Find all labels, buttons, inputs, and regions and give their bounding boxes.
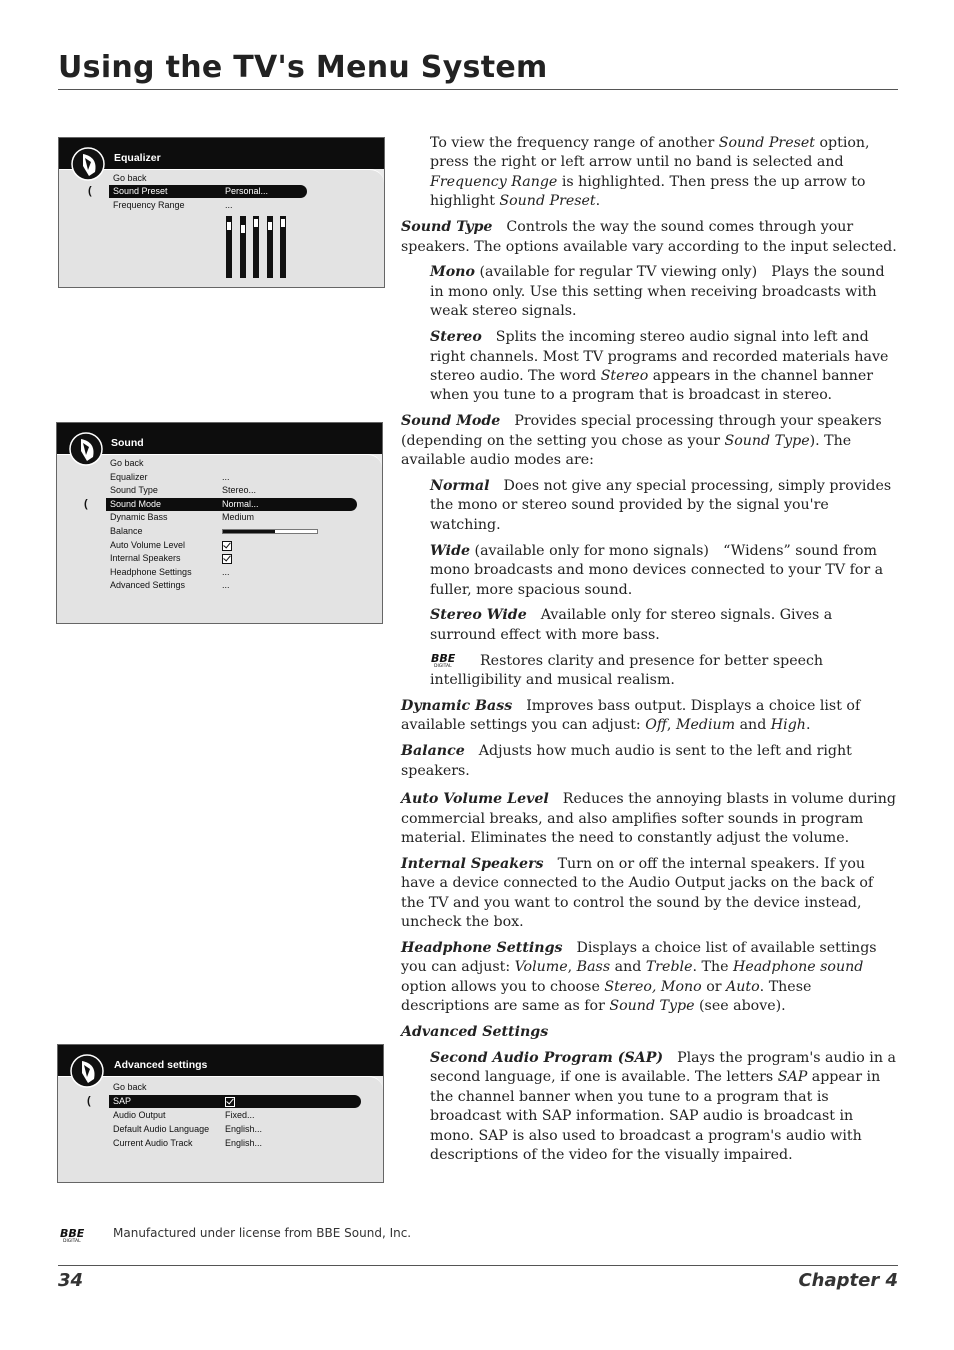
checkbox-checked[interactable] xyxy=(222,554,232,564)
license-note: Manufactured under license from BBE Sound, Inc. xyxy=(113,1226,412,1240)
menu-item-sound-preset[interactable]: Sound Preset Personal... xyxy=(109,185,307,198)
selection-arrow-icon: ( xyxy=(88,185,92,197)
term-normal: Normal xyxy=(430,478,490,494)
term-dynamic-bass: Dynamic Bass xyxy=(401,698,513,715)
speaker-icon xyxy=(71,144,105,184)
equalizer-band-2[interactable] xyxy=(240,216,246,278)
body-text xyxy=(401,134,898,1172)
menu-item-sound-type[interactable]: Sound Type Stereo... xyxy=(110,485,257,496)
page-title: Using the TV's Menu System xyxy=(58,50,548,85)
menu-item-auto-volume-level[interactable]: Auto Volume Level xyxy=(110,539,360,552)
menu-item-frequency-range[interactable]: Frequency Range ... xyxy=(113,200,233,210)
term-headphone-settings: Headphone Settings xyxy=(401,940,563,957)
paragraph-stereo: Stereo Splits the incoming stereo audio signal into left and right channels. Most TV programs and recorded materials have stereo audio. The word Stereo appears in the channel banner when you tune to a program that is broadcast in stereo. xyxy=(430,329,889,404)
paragraph-sound-mode: Sound Mode Provides special processing through your speakers (depending on the setting you chose as your Sound Type). The available audio modes are: xyxy=(401,413,882,469)
menu-header xyxy=(57,423,382,454)
paragraph-balance: Balance Adjusts how much audio is sent to the left and right speakers. xyxy=(401,743,852,779)
paragraph-normal: Normal Does not give any special processing, simply provides the mono or stereo sound provided by the signal you're watching. xyxy=(430,478,892,533)
paragraph-sap: Second Audio Program (SAP) Plays the program's audio in a second language, if one is available. The letters SAP appear in the channel banner when you tune to a program that is broadcast with SAP information. SAP audio is broadcast in mono. SAP is also used to broadcast a program's audio with descriptions of the video for the visually impaired. xyxy=(430,1050,896,1164)
menu-item-default-audio-language[interactable]: Default Audio Language English... xyxy=(113,1123,263,1134)
menu-item-internal-speakers[interactable]: Internal Speakers xyxy=(110,552,360,565)
band-slider-knob[interactable] xyxy=(240,224,246,234)
term-stereo: Stereo xyxy=(430,329,482,346)
menu-item-current-audio-track[interactable]: Current Audio Track English... xyxy=(113,1137,263,1148)
header-rule xyxy=(58,89,898,90)
balance-slider-fill xyxy=(223,530,275,533)
menu-item-advanced-settings[interactable]: Advanced Settings ... xyxy=(110,580,230,591)
menu-item-go-back[interactable]: Go back xyxy=(113,173,147,183)
term-auto-volume-level: Auto Volume Level xyxy=(401,791,549,808)
equalizer-band-3[interactable] xyxy=(253,216,259,278)
sound-menu-screenshot xyxy=(56,422,383,624)
term-balance: Balance xyxy=(401,743,465,760)
menu-title: Sound xyxy=(111,437,144,449)
svg-text:BBE: BBE xyxy=(60,1227,85,1240)
band-slider-knob[interactable] xyxy=(267,221,273,231)
menu-header xyxy=(58,1045,383,1076)
menu-title: Equalizer xyxy=(114,152,161,164)
menu-item-go-back[interactable]: Go back xyxy=(113,1082,147,1092)
menu-item-headphone-settings[interactable]: Headphone Settings ... xyxy=(110,566,230,577)
menu-item-equalizer[interactable]: Equalizer ... xyxy=(110,471,230,482)
band-slider-knob[interactable] xyxy=(280,218,286,228)
term-advanced-settings: Advanced Settings xyxy=(401,1024,549,1041)
selection-arrow-icon: ( xyxy=(87,1094,91,1107)
paragraph-dynamic-bass: Dynamic Bass Improves bass output. Displays a choice list of available settings you can adjust: Off, Medium and High. xyxy=(401,698,861,734)
checkbox-checked[interactable] xyxy=(225,1097,235,1107)
paragraph-mono: Mono (available for regular TV viewing only) Plays the sound in mono only. Use this setting when receiving broadcasts with weak stereo signals. xyxy=(430,264,885,320)
term-wide: Wide xyxy=(430,542,471,559)
paragraph-wide: Wide (available only for mono signals) “Widens” sound from mono broadcasts and mono devices connected to your TV for a fuller, more spacious sound. xyxy=(430,542,884,598)
band-slider-knob[interactable] xyxy=(226,221,232,231)
term-sound-mode: Sound Mode xyxy=(401,413,501,430)
balance-slider[interactable] xyxy=(222,529,318,534)
term-mono: Mono xyxy=(430,264,475,281)
speaker-icon xyxy=(70,1051,104,1091)
term-sap: Second Audio Program (SAP) xyxy=(430,1050,664,1067)
menu-header xyxy=(59,138,384,169)
band-slider-knob[interactable] xyxy=(253,218,259,228)
checkbox-checked[interactable] xyxy=(222,541,232,551)
bbe-logo-icon xyxy=(59,1227,99,1243)
paragraph-bbe: BBE DIGITAL Restores clarity and presence for better speech intelligibility and musical realism. xyxy=(430,651,824,689)
paragraph-auto-volume: Auto Volume Level Reduces the annoying blasts in volume during commercial breaks, and also amplifies softer sounds in program material. Eliminates the need to constantly adjust the volume. xyxy=(401,791,896,846)
equalizer-band-4[interactable] xyxy=(267,216,273,278)
chapter-label: Chapter 4 xyxy=(798,1270,898,1291)
paragraph-internal-speakers: Internal Speakers Turn on or off the internal speakers. If you have a device connected to the Audio Output jacks on the back of the TV and you want to control the sound by the device instead, uncheck the box. xyxy=(401,855,874,931)
menu-item-audio-output[interactable]: Audio Output Fixed... xyxy=(113,1109,255,1120)
menu-item-go-back[interactable]: Go back xyxy=(110,458,144,468)
svg-text:DIGITAL: DIGITAL xyxy=(63,1239,81,1243)
paragraph-headphone-settings: Headphone Settings Displays a choice list of available settings you can adjust: Volume, Bass and Treble. The Headphone sound option allows you to choose Stereo, Mono or Auto. These descriptions are same as for Sound Type (see above). xyxy=(401,940,877,1015)
equalizer-band-5[interactable] xyxy=(280,216,286,278)
paragraph-advanced-settings xyxy=(401,1023,898,1042)
speaker-icon xyxy=(69,429,103,469)
menu-item-sound-mode[interactable]: Sound Mode Normal... xyxy=(106,498,357,511)
term-sound-type: Sound Type xyxy=(401,219,493,236)
menu-title: Advanced settings xyxy=(114,1059,208,1071)
term-stereo-wide: Stereo Wide xyxy=(430,607,527,624)
svg-text:DIGITAL: DIGITAL xyxy=(434,663,452,668)
menu-item-dynamic-bass[interactable]: Dynamic Bass Medium xyxy=(110,512,255,523)
footer-rule xyxy=(58,1265,898,1266)
paragraph-frequency-range: To view the frequency range of another Sound Preset option, press the right or left arrow until no band is selected and Frequency Range is highlighted. Then press the up arrow to highlight Sound Preset. xyxy=(430,135,870,210)
advanced-settings-menu-screenshot xyxy=(57,1044,384,1183)
equalizer-menu-screenshot xyxy=(58,137,385,288)
svg-text:BBE: BBE xyxy=(431,651,456,665)
menu-item-balance[interactable]: Balance xyxy=(110,525,360,538)
page-number: 34 xyxy=(58,1270,84,1291)
paragraph-stereo-wide: Stereo Wide Available only for stereo signals. Gives a surround effect with more bass. xyxy=(430,607,833,643)
selection-arrow-icon: ( xyxy=(84,497,88,510)
menu-item-sap[interactable]: SAP xyxy=(109,1095,361,1108)
term-internal-speakers: Internal Speakers xyxy=(401,855,544,872)
equalizer-band-1[interactable] xyxy=(226,216,232,278)
paragraph-sound-type: Sound Type Controls the way the sound comes through your speakers. The options available vary according to the input selected. xyxy=(401,219,897,255)
bbe-logo-icon xyxy=(430,652,466,668)
